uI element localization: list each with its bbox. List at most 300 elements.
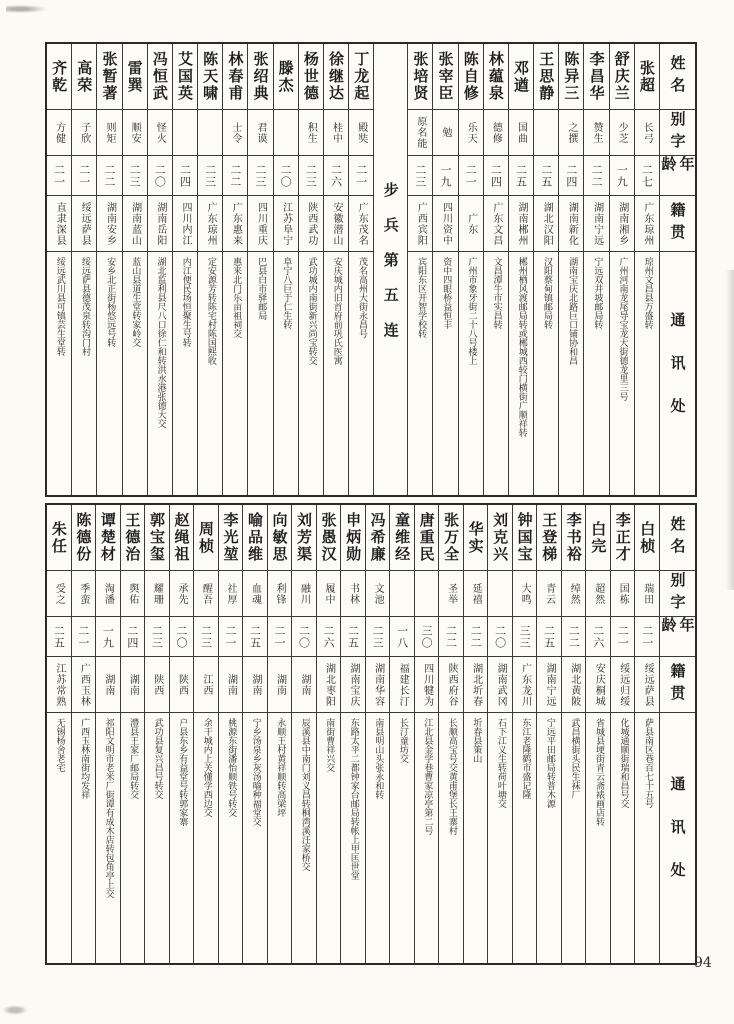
native-place-cell (635, 657, 659, 713)
name-cell (97, 44, 121, 110)
address-cell (47, 713, 71, 963)
person-name: 喻品维 (246, 512, 264, 563)
person-courtesy-name: 书林 (347, 582, 359, 605)
native-place-cell (123, 196, 147, 252)
person-column (348, 44, 373, 495)
person-age: 二三 (199, 624, 213, 649)
person-name: 周桢 (196, 520, 215, 555)
person-courtesy-name: 则矩 (103, 121, 115, 144)
age-cell (537, 617, 561, 657)
native-place-cell (610, 196, 634, 252)
courtesy-name-cell (299, 110, 323, 156)
person-native-place: 湖南武冈 (495, 662, 507, 707)
person-name: 陈德份 (74, 512, 93, 563)
name-cell (299, 44, 323, 110)
person-address: 惠来北门乐亩祖祠交 (231, 257, 242, 338)
name-cell (635, 44, 659, 110)
person-column (438, 505, 463, 963)
person-address: 郴州栖风渡邮局转或郴城西较门横街广顺祥转 (516, 257, 527, 437)
name-cell (537, 505, 561, 571)
person-column (533, 44, 558, 495)
age-cell (173, 156, 197, 196)
age-cell (292, 617, 316, 657)
name-cell (268, 505, 292, 571)
courtesy-name-cell (559, 110, 583, 156)
scan-corner-mark (2, 1005, 28, 1015)
person-column (634, 44, 659, 495)
person-age: 二三 (304, 163, 318, 188)
name-cell (584, 44, 608, 110)
person-native-place: 陕西 (176, 673, 188, 696)
person-age: 一九 (615, 163, 629, 188)
person-column (487, 505, 512, 963)
person-courtesy-name: 醒吾 (200, 582, 212, 605)
person-courtesy-name: 桂中 (330, 121, 342, 144)
address-cell (559, 252, 583, 495)
person-native-place: 湖南新化 (566, 201, 578, 246)
person-column (365, 505, 390, 963)
address-cell (243, 713, 267, 963)
page-number: 94 (694, 955, 712, 971)
person-courtesy-name: 积生 (305, 121, 317, 144)
person-column (47, 505, 71, 963)
person-column (610, 505, 635, 963)
person-name: 刘克兴 (491, 512, 510, 563)
person-name: 张超 (637, 59, 656, 94)
person-address: 余干城内上关懂学西边交 (201, 718, 212, 817)
person-age: 二二 (469, 624, 483, 649)
native-place-cell (408, 196, 432, 252)
courtesy-name-cell (488, 571, 512, 617)
name-cell (611, 505, 635, 571)
name-cell (47, 505, 71, 571)
native-place-cell (459, 196, 483, 252)
scan-edge-smudge (726, 270, 734, 590)
person-courtesy-name: 殿奘 (355, 121, 367, 144)
native-place-cell (513, 657, 537, 713)
person-address: 长顺高宝号交黄甫堡长王寨村 (446, 718, 457, 835)
native-place-cell (534, 196, 558, 252)
age-cell (194, 617, 218, 657)
person-age: 一九 (101, 624, 115, 649)
person-address: 茂名高州大街永昌号 (356, 257, 367, 338)
person-age: 一九 (439, 163, 453, 188)
person-name: 李昌华 (587, 51, 606, 102)
person-courtesy-name: 绰然 (568, 582, 580, 605)
name-cell (96, 505, 120, 571)
address-cell (584, 252, 608, 495)
person-native-place: 湖北枣阳 (323, 662, 335, 707)
native-place-cell (464, 657, 488, 713)
person-native-place: 绥远萨县 (79, 201, 91, 246)
person-column (340, 505, 365, 963)
person-native-place: 湖北黄陂 (568, 662, 580, 707)
person-name: 王思静 (537, 51, 556, 102)
person-address: 永顺王村黄祥顺转高梁坪 (275, 718, 286, 817)
person-courtesy-name: 赞生 (591, 121, 603, 144)
person-native-place: 陕西武功 (305, 201, 317, 246)
person-native-place: 湖北圻春 (470, 662, 482, 707)
person-age: 二三 (254, 163, 267, 188)
native-place-cell (145, 657, 169, 713)
roster-table-top (45, 42, 697, 497)
age-cell (584, 156, 608, 196)
courtesy-name-cell (341, 571, 365, 617)
person-name: 艾国英 (175, 51, 194, 102)
address-cell (439, 713, 463, 963)
person-column (463, 505, 488, 963)
age-cell (415, 617, 439, 657)
roster-table-bottom (45, 503, 697, 965)
courtesy-name-cell (145, 571, 169, 617)
person-address: 湖南宝庆北路巨口铺协和昌 (567, 257, 578, 365)
person-address: 琼州文昌县万盛转 (642, 257, 653, 329)
courtesy-name-cell (170, 571, 194, 617)
person-age: 二一 (464, 163, 478, 188)
age-cell (611, 617, 635, 657)
person-address: 湖北监利县尺八口徐仁和转洪水港张德大交 (155, 257, 166, 428)
person-age: 二三 (413, 163, 427, 188)
address-cell (219, 713, 243, 963)
age-cell (635, 617, 659, 657)
address-cell (317, 713, 341, 963)
person-native-place: 广东茂名 (356, 201, 368, 246)
person-column (458, 44, 483, 495)
native-place-cell (96, 657, 120, 713)
person-name: 王登梯 (540, 512, 559, 563)
person-column (172, 44, 197, 495)
address-cell (433, 252, 457, 495)
courtesy-name-cell (274, 110, 298, 156)
courtesy-name-cell (408, 110, 432, 156)
native-place-cell (317, 657, 341, 713)
name-cell (559, 44, 583, 110)
person-age: 一八 (395, 624, 409, 649)
address-cell (274, 252, 298, 495)
person-address: 内江便民场恒聚生号转 (180, 257, 191, 347)
person-address: 户县东乡有益堂号转郭家寨 (177, 718, 188, 826)
person-name: 白桢 (638, 520, 657, 555)
person-column (558, 44, 583, 495)
native-place-cell (433, 196, 457, 252)
address-cell (484, 252, 508, 495)
person-age: 二〇 (174, 624, 188, 649)
age-cell (439, 617, 463, 657)
courtesy-name-cell (366, 571, 390, 617)
person-courtesy-name: 履中 (323, 582, 335, 605)
person-native-place: 江苏常熟 (53, 662, 65, 707)
native-place-cell (562, 657, 586, 713)
person-column (389, 505, 414, 963)
address-header-cell (660, 713, 695, 963)
person-age: 二四 (564, 163, 578, 188)
person-name: 白完 (589, 520, 608, 555)
person-column (267, 505, 292, 963)
person-native-place: 湖南 (299, 673, 311, 696)
age-cell (408, 156, 432, 196)
address-cell (198, 252, 222, 495)
person-courtesy-name: 士令 (229, 121, 241, 144)
person-age: 二五 (542, 624, 556, 649)
address-cell (635, 252, 659, 495)
person-address: 宁乡汤泉乡灰汤喻种福堂交 (250, 718, 261, 826)
age-cell (299, 156, 323, 196)
person-name: 李光堃 (221, 512, 240, 563)
person-native-place: 江西 (200, 673, 212, 696)
native-place-cell (635, 196, 659, 252)
person-address: 萨县南区巷百七十五号 (642, 718, 653, 808)
courtesy-name-cell (248, 110, 272, 156)
courtesy-name-cell (243, 571, 267, 617)
age-cell (274, 156, 298, 196)
native-place-header-cell (660, 657, 695, 713)
age-cell (198, 156, 222, 196)
address-cell (148, 252, 172, 495)
person-native-place: 湖南宁远 (591, 201, 603, 246)
person-courtesy-name: 青云 (543, 582, 555, 605)
person-courtesy-name: 季蛮 (77, 582, 89, 605)
person-age: 二一 (77, 163, 91, 188)
person-courtesy-name: 君谟 (255, 121, 266, 144)
courtesy-name-cell (433, 110, 457, 156)
age-cell (145, 617, 169, 657)
person-native-place: 湖南 (274, 673, 286, 696)
age-cell (349, 156, 373, 196)
person-address: 桃源东街潘怡顺铁号转交 (226, 718, 237, 817)
person-column (147, 44, 172, 495)
address-cell (299, 252, 323, 495)
person-column (291, 505, 316, 963)
person-native-place: 安庆桐城 (593, 662, 605, 707)
person-column (218, 505, 243, 963)
person-native-place: 湖北汉阳 (541, 201, 553, 246)
native-place-cell (488, 657, 512, 713)
person-address: 蓝山县道生堂转家岭交 (130, 257, 141, 347)
courtesy-name-cell (123, 110, 147, 156)
name-header-cell (660, 505, 695, 571)
address-cell (611, 713, 635, 963)
person-column (197, 44, 222, 495)
name-cell (390, 505, 414, 571)
person-age: 二一 (616, 624, 630, 649)
person-age: 二七 (640, 163, 654, 188)
person-courtesy-name: 顺安 (129, 121, 141, 144)
person-name: 张暂著 (100, 51, 119, 102)
person-age: 二三 (150, 624, 164, 649)
name-cell (274, 44, 298, 110)
person-column (71, 44, 96, 495)
age-cell (96, 617, 120, 657)
address-cell (488, 713, 512, 963)
person-courtesy-name: 承先 (175, 582, 187, 605)
person-column (316, 505, 341, 963)
person-address: 南县明山头张永和转 (373, 718, 384, 799)
person-native-place: 湖南宝庆 (348, 662, 360, 707)
person-name: 刘芳渠 (295, 512, 314, 563)
native-place-cell (72, 657, 96, 713)
person-name: 朱任 (49, 520, 68, 555)
person-column (508, 44, 533, 495)
person-name: 张培贤 (411, 51, 430, 102)
person-column (561, 505, 586, 963)
courtesy-name-cell (586, 571, 610, 617)
age-cell (513, 617, 537, 657)
age-cell (97, 156, 121, 196)
address-cell (341, 713, 365, 963)
person-column (71, 505, 96, 963)
person-native-place: 陕西 (151, 673, 163, 696)
person-address: 定安源芳转陈宅村陈国熙收 (205, 257, 216, 365)
address-header-label: 通讯处 (668, 311, 687, 441)
name-cell (223, 44, 247, 110)
person-name: 张愚汉 (319, 512, 338, 563)
native-place-cell (198, 196, 222, 252)
person-name: 童维经 (393, 512, 412, 563)
age-cell (562, 617, 586, 657)
age-cell (586, 617, 610, 657)
person-name: 王德治 (123, 512, 142, 563)
person-address: 汉阳蔡甸镇邮局转 (541, 257, 552, 329)
name-header-label: 姓名 (668, 515, 687, 560)
native-place-cell (324, 196, 348, 252)
name-cell (610, 44, 634, 110)
courtesy-name-cell (97, 110, 121, 156)
person-native-place: 湖南宁远 (544, 662, 556, 707)
person-column (247, 44, 272, 495)
address-cell (173, 252, 197, 495)
name-header-cell (660, 44, 695, 110)
native-place-cell (366, 657, 390, 713)
address-cell (610, 252, 634, 495)
person-address: 广西玉林南街均发祥 (79, 718, 90, 799)
person-column (242, 505, 267, 963)
native-place-cell (537, 657, 561, 713)
age-cell (123, 156, 147, 196)
age-cell (488, 617, 512, 657)
courtesy-name-cell (562, 571, 586, 617)
person-column (122, 44, 147, 495)
person-native-place: 四川资中 (440, 201, 452, 246)
person-native-place: 湖南蓝山 (129, 201, 141, 246)
native-place-cell (248, 196, 272, 252)
native-place-cell (194, 657, 218, 713)
address-header-cell (660, 252, 695, 495)
name-cell (317, 505, 341, 571)
age-cell (268, 617, 292, 657)
address-cell (170, 713, 194, 963)
name-cell (488, 505, 512, 571)
person-column (273, 44, 298, 495)
courtesy-name-cell (194, 571, 218, 617)
person-address: 南街曹祥兴交 (324, 718, 335, 772)
name-cell (194, 505, 218, 571)
person-name: 唐重民 (417, 512, 436, 563)
person-column (414, 505, 439, 963)
courtesy-name-cell (611, 571, 635, 617)
native-place-cell (274, 196, 298, 252)
person-courtesy-name: 大鸣 (519, 582, 531, 605)
person-name: 李书裕 (564, 512, 583, 563)
address-cell (47, 252, 71, 495)
person-native-place: 广东琼州 (641, 201, 653, 246)
native-place-cell (390, 657, 414, 713)
person-courtesy-name: 之撰 (565, 121, 577, 144)
native-place-cell (72, 196, 96, 252)
courtesy-name-cell (534, 110, 558, 156)
age-cell (459, 156, 483, 196)
age-cell (243, 617, 267, 657)
age-cell (148, 156, 172, 196)
person-age: 二六 (329, 163, 343, 188)
address-cell (121, 713, 145, 963)
person-native-place: 安徽潜山 (331, 201, 343, 246)
person-address: 武功城内南街新兴尚宝转交 (306, 257, 317, 365)
courtesy-name-cell (390, 571, 414, 617)
person-age: 二一 (223, 624, 237, 649)
person-age: 二二 (567, 624, 581, 649)
person-column (95, 505, 120, 963)
person-name: 丁龙起 (352, 51, 371, 102)
name-cell (464, 505, 488, 571)
person-name: 高荣 (75, 59, 94, 94)
person-native-place: 绥远归绥 (617, 662, 629, 707)
address-cell (268, 713, 292, 963)
address-cell (415, 713, 439, 963)
person-courtesy-name: 受之 (53, 582, 65, 605)
person-column (407, 44, 432, 495)
person-name: 冯恒武 (150, 51, 169, 102)
person-address: 安庆城内旧首府前巩氏医寓 (331, 257, 342, 365)
person-native-place: 湖南 (127, 673, 139, 696)
age-cell (635, 156, 659, 196)
person-native-place: 四川重庆 (255, 201, 267, 246)
address-cell (537, 713, 561, 963)
courtesy-name-cell (324, 110, 348, 156)
age-cell (248, 156, 272, 196)
courtesy-name-cell (198, 110, 222, 156)
name-cell (408, 44, 432, 110)
age-header-cell (660, 617, 695, 657)
person-address: 澧县王家厂邮局转交 (128, 718, 139, 799)
native-place-cell (47, 657, 71, 713)
person-address: 宁远平田邮局转普木源 (544, 718, 555, 808)
person-address: 武功县复兴昌号转交 (152, 718, 163, 799)
person-age: 二四 (125, 624, 139, 649)
person-courtesy-name: 利锋 (274, 582, 285, 605)
age-cell (47, 617, 71, 657)
person-age: 二三 (203, 163, 217, 188)
name-cell (324, 44, 348, 110)
courtesy-name-cell (148, 110, 172, 156)
person-courtesy-name: 社厚 (224, 582, 236, 605)
person-address: 武昌横街头民生袜厂 (569, 718, 580, 799)
person-native-place: 四川内江 (179, 201, 191, 246)
address-cell (390, 713, 414, 963)
name-cell (148, 44, 172, 110)
name-cell (292, 505, 316, 571)
courtesy-name-cell (610, 110, 634, 156)
native-place-header-label: 籍贯 (668, 662, 687, 707)
person-age: 二二 (590, 163, 604, 188)
person-address: 资中四眼桥益恒丰 (441, 257, 452, 329)
courtesy-name-cell (47, 110, 71, 156)
name-cell (349, 44, 373, 110)
person-column (96, 44, 121, 495)
age-cell (509, 156, 533, 196)
age-cell (317, 617, 341, 657)
person-address: 文昌潭牛市实昌转 (491, 257, 502, 329)
address-cell (464, 713, 488, 963)
